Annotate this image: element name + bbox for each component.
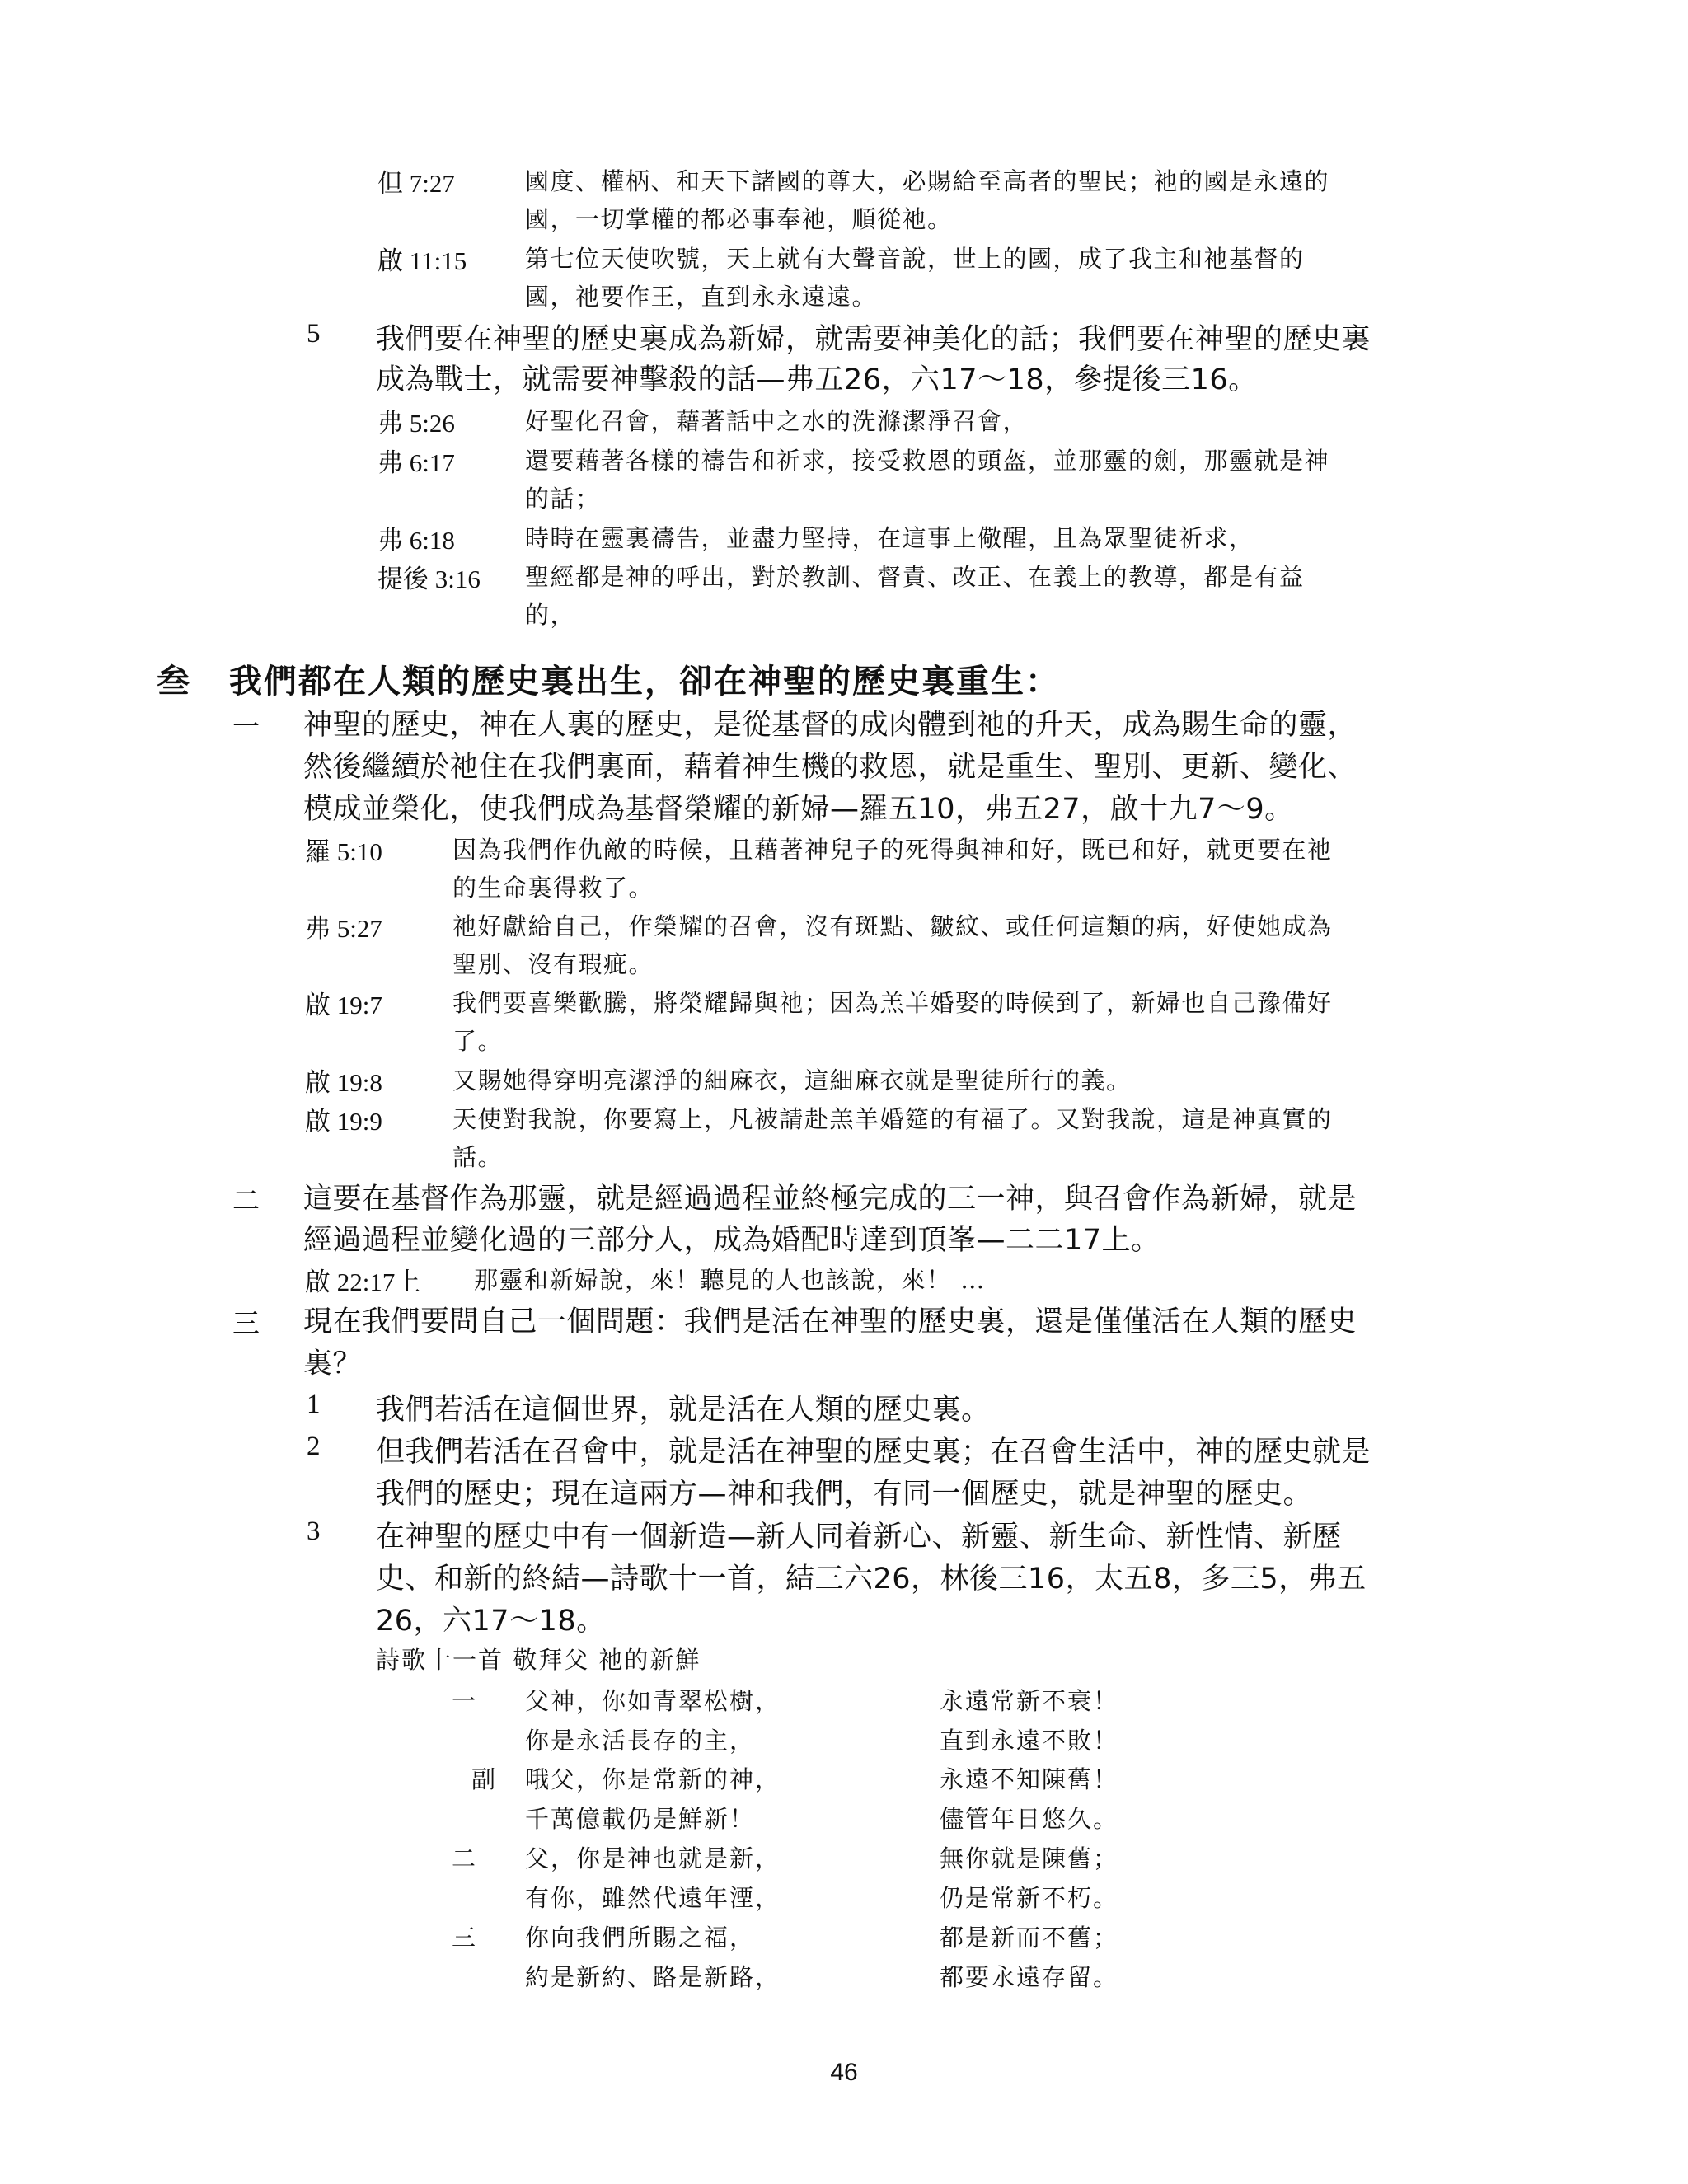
verse-ref: 羅 5:10 xyxy=(305,837,382,866)
outline-text: 在神聖的歷史中有一個新造—新人同着新心、新靈、新生命、新性情、新歷 xyxy=(376,1521,1342,1554)
verse-text: 時時在靈裏禱告，並盡力堅持，在這事上儆醒，且為眾聖徒祈求， xyxy=(525,524,1254,552)
hymn-line: 哦父，你是常新的神， xyxy=(525,1765,781,1793)
outline-text: 裏？ xyxy=(303,1347,363,1380)
stanza-label: 三 xyxy=(452,1924,478,1952)
hymn-line: 你是永活長存的主， xyxy=(525,1727,756,1755)
verse-text: 還要藉著各樣的禱告和祈求，接受救恩的頭盔，並那靈的劍，那靈就是神 xyxy=(525,447,1330,475)
outline-number: 二 xyxy=(232,1184,260,1216)
outline-text: 模成並榮化，使我們成為基督榮耀的新婦—羅五10，弗五27，啟十九7～9。 xyxy=(303,793,1294,826)
verse-ref: 弗 5:27 xyxy=(305,914,382,943)
verse-text: 聖別、沒有瑕疵。 xyxy=(452,950,654,978)
outline-text: 但我們若活在召會中，就是活在神聖的歷史裏；在召會生活中，神的歷史就是 xyxy=(376,1436,1372,1469)
outline-number: 5 xyxy=(307,319,321,349)
verse-ref: 弗 6:17 xyxy=(377,448,455,477)
outline-text: 經過過程並變化過的三部分人，成為婚配時達到頂峯—二二17上。 xyxy=(303,1224,1160,1257)
hymn-line: 永遠不知陳舊！ xyxy=(940,1765,1119,1793)
page-number: 46 xyxy=(830,2059,858,2086)
stanza-label: 一 xyxy=(452,1687,478,1715)
hymn-line: 父神，你如青翠松樹， xyxy=(525,1687,781,1715)
verse-ref: 啟 19:8 xyxy=(305,1068,382,1097)
verse-text: 的生命裏得救了。 xyxy=(452,874,654,902)
verse-text: 又賜她得穿明亮潔淨的細麻衣，這細麻衣就是聖徒所行的義。 xyxy=(452,1066,1132,1094)
verse-ref: 啟 19:7 xyxy=(305,991,382,1019)
section-heading: 我們都在人類的歷史裏出生，卻在神聖的歷史裏重生： xyxy=(229,663,1060,701)
hymn-line: 你向我們所賜之福， xyxy=(525,1924,756,1952)
verse-text: 的， xyxy=(525,601,576,629)
verse-text: 話。 xyxy=(452,1143,504,1171)
hymn-line: 直到永遠不敗！ xyxy=(940,1727,1119,1755)
verse-ref: 弗 6:18 xyxy=(377,526,455,555)
verse-ref: 啟 22:17上 xyxy=(305,1268,421,1296)
stanza-label: 二 xyxy=(452,1844,478,1872)
verse-ref: 啟 11:15 xyxy=(377,246,467,275)
verse-ref: 弗 5:26 xyxy=(377,409,455,438)
verse-text: 因為我們作仇敵的時候，且藉著神兒子的死得與神和好，既已和好，就更要在祂 xyxy=(452,836,1333,864)
hymn-line: 約是新約、路是新路， xyxy=(525,1963,781,1991)
outline-number: 2 xyxy=(307,1432,321,1461)
outline-text: 神聖的歷史，神在人裏的歷史，是從基督的成肉體到祂的升天，成為賜生命的靈， xyxy=(303,709,1357,742)
verse-ref: 啟 19:9 xyxy=(305,1107,382,1136)
verse-text: 第七位天使吹號，天上就有大聲音說，世上的國，成了我主和祂基督的 xyxy=(525,245,1305,273)
verse-text: 國，一切掌權的都必事奉祂，順從祂。 xyxy=(525,205,953,233)
verse-text: 聖經都是神的呼出，對於教訓、督責、改正、在義上的教導，都是有益 xyxy=(525,563,1305,591)
outline-text: 現在我們要問自己一個問題：我們是活在神聖的歷史裏，還是僅僅活在人類的歷史 xyxy=(303,1305,1357,1338)
stanza-label: 副 xyxy=(471,1765,498,1793)
hymn-line: 無你就是陳舊； xyxy=(940,1844,1119,1872)
outline-text: 26，六17～18。 xyxy=(376,1605,606,1638)
verse-text: 那靈和新婦說，來！聽見的人也該說，來！ … xyxy=(474,1266,986,1294)
section-number: 叁 xyxy=(157,663,191,701)
outline-text: 我們要在神聖的歷史裏成為新婦，就需要神美化的話；我們要在神聖的歷史裏 xyxy=(376,323,1372,356)
verse-text: 的話； xyxy=(525,485,601,513)
hymn-line: 千萬億載仍是鮮新！ xyxy=(525,1805,756,1833)
hymn-title: 詩歌十一首 敬拜父 祂的新鮮 xyxy=(376,1646,701,1674)
hymn-line: 永遠常新不衰！ xyxy=(940,1687,1119,1715)
verse-text: 了。 xyxy=(452,1027,504,1055)
verse-text: 祂好獻給自己，作榮耀的召會，沒有斑點、皺紋、或任何這類的病，好使她成為 xyxy=(452,912,1333,940)
outline-number: 1 xyxy=(307,1390,321,1419)
verse-text: 天使對我說，你要寫上，凡被請赴羔羊婚筵的有福了。又對我說，這是神真實的 xyxy=(452,1105,1333,1133)
hymn-line: 都是新而不舊； xyxy=(940,1924,1119,1952)
outline-number: 三 xyxy=(232,1307,260,1339)
verse-text: 國，祂要作王，直到永永遠遠。 xyxy=(525,283,878,311)
verse-ref: 但 7:27 xyxy=(377,169,455,198)
hymn-line: 父，你是神也就是新， xyxy=(525,1844,781,1872)
outline-text: 我們若活在這個世界，就是活在人類的歷史裏。 xyxy=(376,1394,991,1427)
outline-text: 這要在基督作為那靈，就是經過過程並終極完成的三一神，與召會作為新婦，就是 xyxy=(303,1183,1357,1216)
verse-text: 我們要喜樂歡騰，將榮耀歸與祂；因為羔羊婚娶的時候到了，新婦也自己豫備好 xyxy=(452,989,1333,1017)
verse-text: 國度、權柄、和天下諸國的尊大，必賜給至高者的聖民；祂的國是永遠的 xyxy=(525,167,1330,195)
hymn-line: 儘管年日悠久。 xyxy=(940,1805,1119,1833)
outline-number: 3 xyxy=(307,1516,321,1546)
outline-text: 然後繼續於祂住在我們裏面，藉着神生機的救恩，就是重生、聖別、更新、變化、 xyxy=(303,751,1357,784)
verse-ref: 提後 3:16 xyxy=(377,565,481,593)
outline-text: 我們的歷史；現在這兩方—神和我們，有同一個歷史，就是神聖的歷史。 xyxy=(376,1478,1313,1511)
outline-text: 成為戰士，就需要神擊殺的話—弗五26，六17～18，參提後三16。 xyxy=(376,363,1258,396)
outline-number: 一 xyxy=(232,710,260,743)
hymn-line: 有你，雖然代遠年湮， xyxy=(525,1884,781,1912)
hymn-line: 都要永遠存留。 xyxy=(940,1963,1119,1991)
outline-text: 史、和新的終結—詩歌十一首，結三六26，林後三16，太五8，多三5，弗五 xyxy=(376,1563,1367,1596)
hymn-line: 仍是常新不朽。 xyxy=(940,1884,1119,1912)
verse-text: 好聖化召會，藉著話中之水的洗滌潔淨召會， xyxy=(525,407,1029,435)
